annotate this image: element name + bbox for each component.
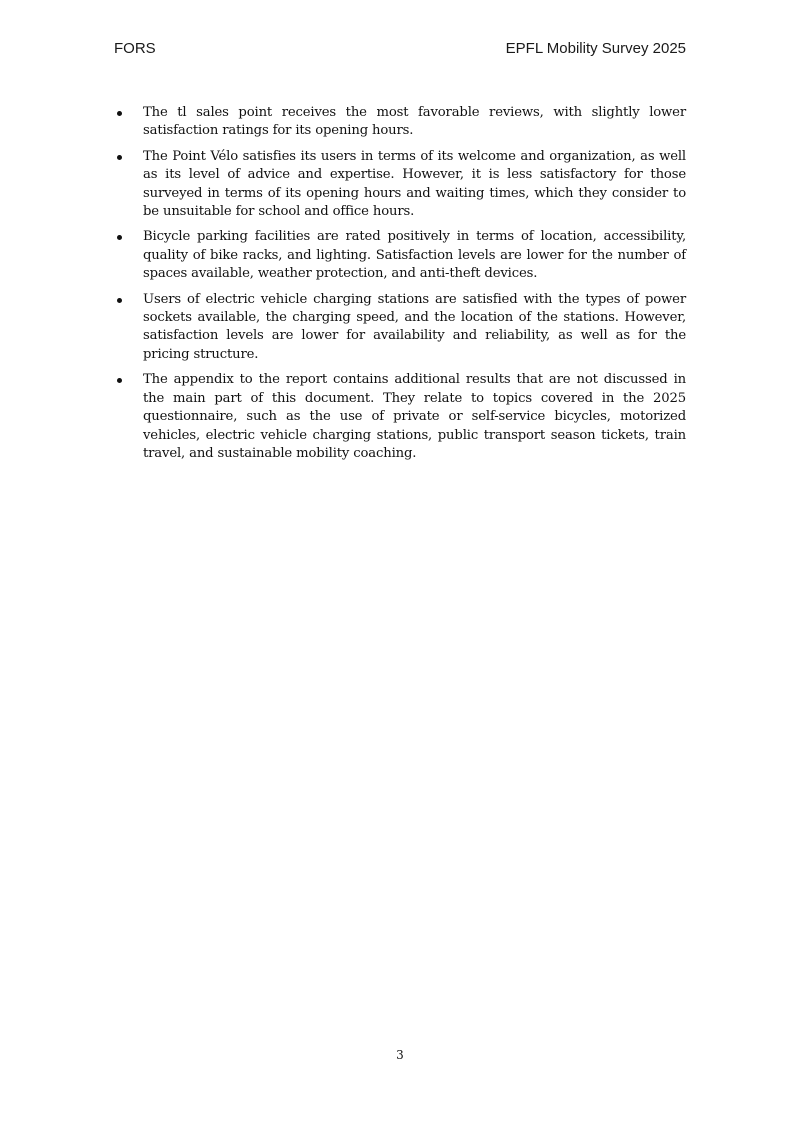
bullet-dot-icon: [117, 378, 122, 383]
bullet-text: The appendix to the report contains additional results that are not discussed in the main part of this document. They relate to topics covered in the 2025 questionnaire, such as the use of private or self-service bicycles, motorized vehicles, electric vehicle charging stations, public transport season tickets, train travel, and sustainable mobility coaching.: [143, 372, 686, 461]
bullet-item: [114, 228, 686, 283]
bullet-dot-icon: [117, 111, 122, 116]
bullet-item: [114, 371, 686, 463]
bullet-text: The Point Vélo satisfies its users in terms of its welcome and organization, as well as its level of advice and expertise. However, it is less satisfactory for those surveyed in terms of its opening hours and waiting times, which they consider to be unsuitable for school and office hours.: [143, 148, 686, 220]
bullet-text: Users of electric vehicle charging stations are satisfied with the types of power sockets available, the charging speed, and the location of the stations. However, satisfaction levels are lower for availability and reliability, as well as for the pricing structure.: [143, 291, 686, 362]
bullet-dot-icon: [117, 298, 122, 303]
bullet-text: Bicycle parking facilities are rated positively in terms of location, accessibility, quality of bike racks, and lighting. Satisfaction levels are lower for the number of spaces available, weather protection, and anti-theft devices.: [143, 229, 686, 282]
bullet-item: [114, 148, 686, 222]
header-document-title: EPFL Mobility Survey 2025: [505, 40, 686, 57]
bullet-dot-icon: [117, 235, 122, 240]
bullet-dot-icon: [117, 155, 122, 160]
bullet-item: [114, 291, 686, 365]
page-number: 3: [396, 1048, 404, 1062]
bullet-item: [114, 104, 686, 141]
bullet-text: The tl sales point receives the most favorable reviews, with slightly lower satisfaction ratings for its opening hours.: [143, 105, 686, 139]
summary-bullet-list: [114, 104, 686, 470]
header-organization: FORS: [114, 40, 156, 57]
